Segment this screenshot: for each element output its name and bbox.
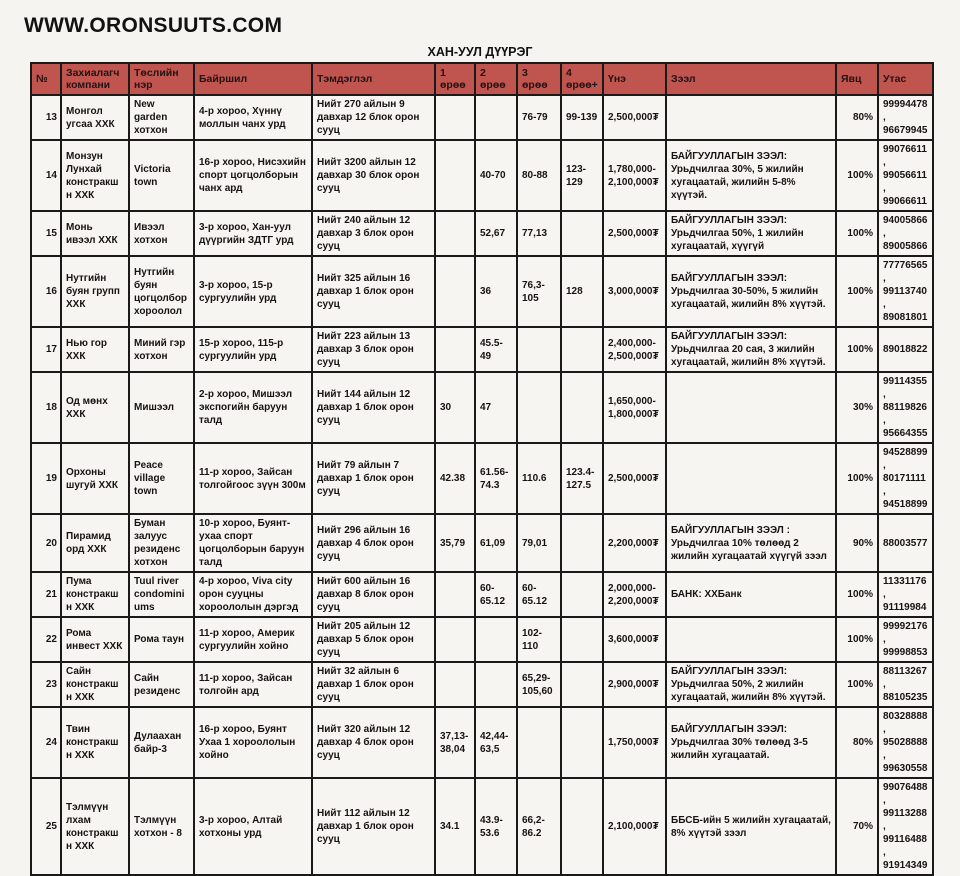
cell-no: 22 — [31, 617, 61, 662]
cell-note: Нийт 296 айлын 16 давхар 4 блок орон сууц — [312, 514, 435, 572]
cell-r2: 40-70 — [475, 140, 517, 211]
cell-r1 — [435, 256, 475, 327]
cell-project: New garden хотхон — [129, 95, 194, 140]
cell-company: Нью гор ХХК — [61, 327, 129, 372]
cell-r4 — [561, 514, 603, 572]
cell-progress: 90% — [836, 514, 878, 572]
cell-r4 — [561, 327, 603, 372]
table-row — [31, 443, 933, 514]
cell-price: 2,400,000-2,500,000₮ — [603, 327, 666, 372]
cell-progress: 100% — [836, 662, 878, 707]
cell-project: Дулаахан байр-3 — [129, 707, 194, 778]
cell-r2: 61.56-74.3 — [475, 443, 517, 514]
cell-r1: 34.1 — [435, 778, 475, 875]
cell-r4: 123-129 — [561, 140, 603, 211]
cell-project: Мишээл — [129, 372, 194, 443]
cell-company: Монгол угсаа ХХК — [61, 95, 129, 140]
cell-r4 — [561, 662, 603, 707]
cell-location: 11-р хороо, Зайсан толгойн ард — [194, 662, 312, 707]
cell-r4 — [561, 778, 603, 875]
column-header-price: Үнэ — [603, 63, 666, 95]
cell-loan — [666, 443, 836, 514]
column-header-project: Төслийн нэр — [129, 63, 194, 95]
cell-progress: 30% — [836, 372, 878, 443]
cell-r1 — [435, 617, 475, 662]
cell-project: Tuul river condominiums — [129, 572, 194, 617]
table-row — [31, 140, 933, 211]
cell-phone: 88113267, 88105235 — [878, 662, 933, 707]
cell-no: 17 — [31, 327, 61, 372]
cell-project: Victoria town — [129, 140, 194, 211]
cell-r1: 35,79 — [435, 514, 475, 572]
cell-phone: 94005866, 89005866 — [878, 211, 933, 256]
cell-price: 1,750,000₮ — [603, 707, 666, 778]
cell-project: Рома таун — [129, 617, 194, 662]
cell-r3 — [517, 372, 561, 443]
cell-price: 2,900,000₮ — [603, 662, 666, 707]
cell-price: 3,000,000₮ — [603, 256, 666, 327]
column-header-progress: Явц — [836, 63, 878, 95]
cell-note: Нийт 32 айлын 6 давхар 1 блок орон сууц — [312, 662, 435, 707]
cell-r2: 60-65.12 — [475, 572, 517, 617]
cell-r3: 102-110 — [517, 617, 561, 662]
cell-no: 20 — [31, 514, 61, 572]
cell-r3: 76,3-105 — [517, 256, 561, 327]
cell-phone: 89018822 — [878, 327, 933, 372]
column-header-r2: 2 өрөө — [475, 63, 517, 95]
cell-location: 11-р хороо, Америк сургуулийн хойно — [194, 617, 312, 662]
cell-r1: 42.38 — [435, 443, 475, 514]
cell-price: 2,200,000₮ — [603, 514, 666, 572]
cell-r3 — [517, 707, 561, 778]
table-row — [31, 514, 933, 572]
cell-r2: 61,09 — [475, 514, 517, 572]
cell-progress: 80% — [836, 707, 878, 778]
cell-company: Пирамид орд ХХК — [61, 514, 129, 572]
cell-loan: БАЙГУУЛЛАГЫН ЗЭЭЛ: Урьдчилгаа 30% төлөөд 3-5 жилийн хугацаатай. — [666, 707, 836, 778]
cell-phone: 99076611, 99056611, 99066611 — [878, 140, 933, 211]
cell-r2: 36 — [475, 256, 517, 327]
cell-r3: 79,01 — [517, 514, 561, 572]
cell-company: Орхоны шугуй ХХК — [61, 443, 129, 514]
cell-r1 — [435, 662, 475, 707]
cell-r4: 123.4-127.5 — [561, 443, 603, 514]
cell-loan — [666, 372, 836, 443]
cell-note: Нийт 320 айлын 12 давхар 4 блок орон сууц — [312, 707, 435, 778]
header-row — [31, 63, 933, 95]
cell-loan: БАНК: ХХБанк — [666, 572, 836, 617]
cell-r1 — [435, 140, 475, 211]
cell-r3: 110.6 — [517, 443, 561, 514]
cell-company: Пума констракшн ХХК — [61, 572, 129, 617]
cell-location: 4-р хороо, Хүннү моллын чанх урд — [194, 95, 312, 140]
table-row — [31, 778, 933, 875]
cell-company: Твин констракшн ХХК — [61, 707, 129, 778]
cell-r2 — [475, 617, 517, 662]
cell-no: 14 — [31, 140, 61, 211]
cell-progress: 70% — [836, 778, 878, 875]
cell-progress: 100% — [836, 140, 878, 211]
cell-r4 — [561, 372, 603, 443]
cell-location: 3-р хороо, Алтай хотхоны урд — [194, 778, 312, 875]
table-row — [31, 662, 933, 707]
cell-no: 19 — [31, 443, 61, 514]
cell-phone: 88003577 — [878, 514, 933, 572]
cell-location: 11-р хороо, Зайсан толгойгоос зүүн 300м — [194, 443, 312, 514]
cell-location: 16-р хороо, Нисэхийн спорт цогцолборын чанх ард — [194, 140, 312, 211]
cell-r2: 45.5-49 — [475, 327, 517, 372]
cell-price: 1,650,000-1,800,000₮ — [603, 372, 666, 443]
column-header-company: Захиалагч компани — [61, 63, 129, 95]
cell-progress: 100% — [836, 256, 878, 327]
cell-location: 4-р хороо, Viva city орон сууцны хороололын дэргэд — [194, 572, 312, 617]
cell-no: 16 — [31, 256, 61, 327]
cell-no: 15 — [31, 211, 61, 256]
cell-r2: 52,67 — [475, 211, 517, 256]
cell-note: Нийт 270 айлын 9 давхар 12 блок орон сууц — [312, 95, 435, 140]
cell-no: 25 — [31, 778, 61, 875]
cell-location: 3-р хороо, Хан-уул дүүргийн ЗДТГ урд — [194, 211, 312, 256]
cell-r3: 66,2-86.2 — [517, 778, 561, 875]
cell-r3: 77,13 — [517, 211, 561, 256]
cell-progress: 100% — [836, 617, 878, 662]
cell-r3 — [517, 327, 561, 372]
table-row — [31, 211, 933, 256]
cell-loan: БАЙГУУЛЛАГЫН ЗЭЭЛ: Урьдчилгаа 50%, 2 жилийн хугацаатай, жилийн 8% хүүтэй. — [666, 662, 836, 707]
cell-project: Нутгийн буян цогцолбор хороолол — [129, 256, 194, 327]
cell-project: Миний гэр хотхон — [129, 327, 194, 372]
cell-r1 — [435, 211, 475, 256]
cell-r3: 80-88 — [517, 140, 561, 211]
cell-price: 2,500,000₮ — [603, 211, 666, 256]
cell-progress: 100% — [836, 443, 878, 514]
cell-loan: ББСБ-ийн 5 жилийн хугацаатай, 8% хүүтэй зээл — [666, 778, 836, 875]
column-header-location: Байршил — [194, 63, 312, 95]
cell-location: 2-р хороо, Мишээл экспогийн баруун талд — [194, 372, 312, 443]
cell-phone: 99994478, 96679945 — [878, 95, 933, 140]
cell-r4 — [561, 211, 603, 256]
page-title: ХАН-УУЛ ДҮҮРЭГ — [427, 45, 533, 59]
cell-phone: 99992176, 99998853 — [878, 617, 933, 662]
cell-project: Буман залуус резиденс хотхон — [129, 514, 194, 572]
cell-progress: 100% — [836, 211, 878, 256]
cell-r4: 128 — [561, 256, 603, 327]
cell-r4: 99-139 — [561, 95, 603, 140]
cell-loan: БАЙГУУЛЛАГЫН ЗЭЭЛ: Урьдчилгаа 20 сая, 3 жилийн хугацаатай, жилийн 8% хүүтэй. — [666, 327, 836, 372]
cell-company: Сайн констракшн ХХК — [61, 662, 129, 707]
table-row — [31, 95, 933, 140]
cell-note: Нийт 144 айлын 12 давхар 1 блок орон сууц — [312, 372, 435, 443]
cell-no: 21 — [31, 572, 61, 617]
cell-r2 — [475, 662, 517, 707]
cell-price: 2,500,000₮ — [603, 443, 666, 514]
column-header-r3: 3 өрөө — [517, 63, 561, 95]
cell-r2: 47 — [475, 372, 517, 443]
cell-loan: БАЙГУУЛЛАГЫН ЗЭЭЛ: Урьдчилгаа 30-50%, 5 жилийн хугацаатай, жилийн 8% хүүтэй. — [666, 256, 836, 327]
cell-note: Нийт 240 айлын 12 давхар 3 блок орон сууц — [312, 211, 435, 256]
cell-loan: БАЙГУУЛЛАГЫН ЗЭЭЛ: Урьдчилгаа 30%, 5 жилийн хугацаатай, жилийн 5-8% хүүтэй. — [666, 140, 836, 211]
cell-company: Тэлмүүн лхам констракшн ХХК — [61, 778, 129, 875]
cell-price: 3,600,000₮ — [603, 617, 666, 662]
cell-phone: 99076488, 99113288, 99116488, 91914349 — [878, 778, 933, 875]
cell-r3: 76-79 — [517, 95, 561, 140]
cell-r2: 42,44-63,5 — [475, 707, 517, 778]
cell-no: 23 — [31, 662, 61, 707]
cell-company: Монзун Лунхай констракшн ХХК — [61, 140, 129, 211]
cell-company: Од мөнх ХХК — [61, 372, 129, 443]
cell-note: Нийт 325 айлын 16 давхар 1 блок орон сууц — [312, 256, 435, 327]
cell-no: 18 — [31, 372, 61, 443]
cell-r4 — [561, 707, 603, 778]
cell-r3: 60-65.12 — [517, 572, 561, 617]
cell-progress: 80% — [836, 95, 878, 140]
cell-phone: 80328888, 95028888, 99630558 — [878, 707, 933, 778]
table-body — [31, 95, 933, 875]
cell-note: Нийт 3200 айлын 12 давхар 30 блок орон сууц — [312, 140, 435, 211]
cell-price: 2,000,000-2,200,000₮ — [603, 572, 666, 617]
cell-note: Нийт 112 айлын 12 давхар 1 блок орон сууц — [312, 778, 435, 875]
table-row — [31, 617, 933, 662]
cell-company: Рома инвест ХХК — [61, 617, 129, 662]
column-header-loan: Зээл — [666, 63, 836, 95]
table-row — [31, 327, 933, 372]
cell-location: 10-р хороо, Буянт-ухаа спорт цогцолборын баруун талд — [194, 514, 312, 572]
cell-location: 3-р хороо, 15-р сургуулийн урд — [194, 256, 312, 327]
cell-company: Монь ивээл ХХК — [61, 211, 129, 256]
cell-r1 — [435, 95, 475, 140]
cell-note: Нийт 205 айлын 12 давхар 5 блок орон сууц — [312, 617, 435, 662]
cell-r3: 65,29-105,60 — [517, 662, 561, 707]
cell-r4 — [561, 572, 603, 617]
cell-price: 1,780,000-2,100,000₮ — [603, 140, 666, 211]
cell-phone: 77776565, 99113740, 89081801 — [878, 256, 933, 327]
cell-note: Нийт 79 айлын 7 давхар 1 блок орон сууц — [312, 443, 435, 514]
cell-company: Нутгийн буян групп ХХК — [61, 256, 129, 327]
table-row — [31, 372, 933, 443]
cell-no: 13 — [31, 95, 61, 140]
table-row — [31, 707, 933, 778]
column-header-note: Тэмдэглэл — [312, 63, 435, 95]
site-url: WWW.ORONSUUTS.COM — [24, 14, 283, 37]
cell-loan: БАЙГУУЛЛАГЫН ЗЭЭЛ : Урьдчилгаа 10% төлөөд 2 жилийн хугацаатай хүүгүй зээл — [666, 514, 836, 572]
cell-location: 16-р хороо, Буянт Ухаа 1 хороололын хойно — [194, 707, 312, 778]
cell-phone: 11331176, 91119984 — [878, 572, 933, 617]
cell-project: Тэлмүүн хотхон - 8 — [129, 778, 194, 875]
cell-loan — [666, 95, 836, 140]
cell-project: Peace village town — [129, 443, 194, 514]
table-row — [31, 256, 933, 327]
column-header-phone: Утас — [878, 63, 933, 95]
cell-r2: 43.9-53.6 — [475, 778, 517, 875]
cell-progress: 100% — [836, 572, 878, 617]
cell-location: 15-р хороо, 115-р сургуулийн урд — [194, 327, 312, 372]
cell-price: 2,500,000₮ — [603, 95, 666, 140]
column-header-r4: 4 өрөө+ — [561, 63, 603, 95]
table-row — [31, 572, 933, 617]
column-header-no: № — [31, 63, 61, 95]
cell-r1: 37,13-38,04 — [435, 707, 475, 778]
cell-project: Сайн резиденс — [129, 662, 194, 707]
cell-no: 24 — [31, 707, 61, 778]
cell-price: 2,100,000₮ — [603, 778, 666, 875]
cell-note: Нийт 223 айлын 13 давхар 3 блок орон сууц — [312, 327, 435, 372]
cell-loan — [666, 617, 836, 662]
cell-r1 — [435, 327, 475, 372]
cell-loan: БАЙГУУЛЛАГЫН ЗЭЭЛ: Урьдчилгаа 50%, 1 жилийн хугацаатай, хүүгүй — [666, 211, 836, 256]
cell-project: Ивээл хотхон — [129, 211, 194, 256]
listings-table — [30, 62, 934, 876]
cell-r4 — [561, 617, 603, 662]
cell-note: Нийт 600 айлын 16 давхар 8 блок орон сууц — [312, 572, 435, 617]
cell-r1 — [435, 572, 475, 617]
table-header — [31, 63, 933, 95]
cell-phone: 94528899, 80171111, 94518899 — [878, 443, 933, 514]
cell-r1: 30 — [435, 372, 475, 443]
cell-r2 — [475, 95, 517, 140]
column-header-r1: 1 өрөө — [435, 63, 475, 95]
cell-phone: 99114355, 88119826, 95664355 — [878, 372, 933, 443]
cell-progress: 100% — [836, 327, 878, 372]
